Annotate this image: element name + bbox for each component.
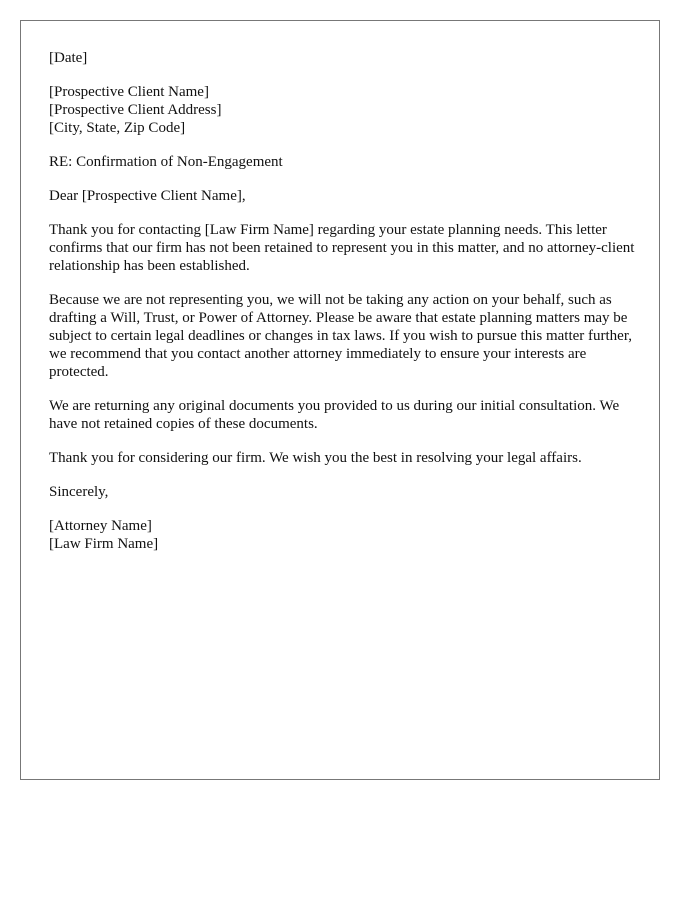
closing: Sincerely, [49, 484, 109, 500]
salutation-block [49, 187, 639, 205]
paragraph: Because we are not representing you, we will not be taking any action on your behalf, such as drafting a Will, Trust, or Power of Attorney. Please be aware that estate planning matters may be subject to certain legal deadlines or changes in tax laws. If you wish to pursue this matter further, we recommend that you contact another attorney immediately to ensure your interests are protected. [49, 292, 632, 380]
subject-line: RE: Confirmation of Non-Engagement [49, 154, 283, 170]
recipient-name: [Prospective Client Name] [49, 84, 209, 100]
letter-body [49, 49, 639, 553]
letter-page [20, 20, 660, 780]
paragraph: Thank you for contacting [Law Firm Name] regarding your estate planning needs. This letter confirms that our firm has not been retained to represent you in this matter, and no attorney-client relationship has been established. [49, 222, 635, 274]
subject-block [49, 153, 639, 171]
salutation: Dear [Prospective Client Name], [49, 188, 246, 204]
recipient-block [49, 83, 639, 137]
closing-block [49, 483, 639, 501]
paragraph: We are returning any original documents you provided to us during our initial consultation. We have not retained copies of these documents. [49, 398, 620, 432]
date-block [49, 49, 639, 67]
recipient-address: [Prospective Client Address] [49, 102, 222, 118]
paragraph: Thank you for considering our firm. We wish you the best in resolving your legal affairs. [49, 450, 582, 466]
letter-date: [Date] [49, 50, 88, 66]
signature-attorney-name: [Attorney Name] [49, 518, 152, 534]
signature-block [49, 517, 639, 553]
recipient-city-state-zip: [City, State, Zip Code] [49, 120, 186, 136]
signature-firm-name: [Law Firm Name] [49, 536, 159, 552]
